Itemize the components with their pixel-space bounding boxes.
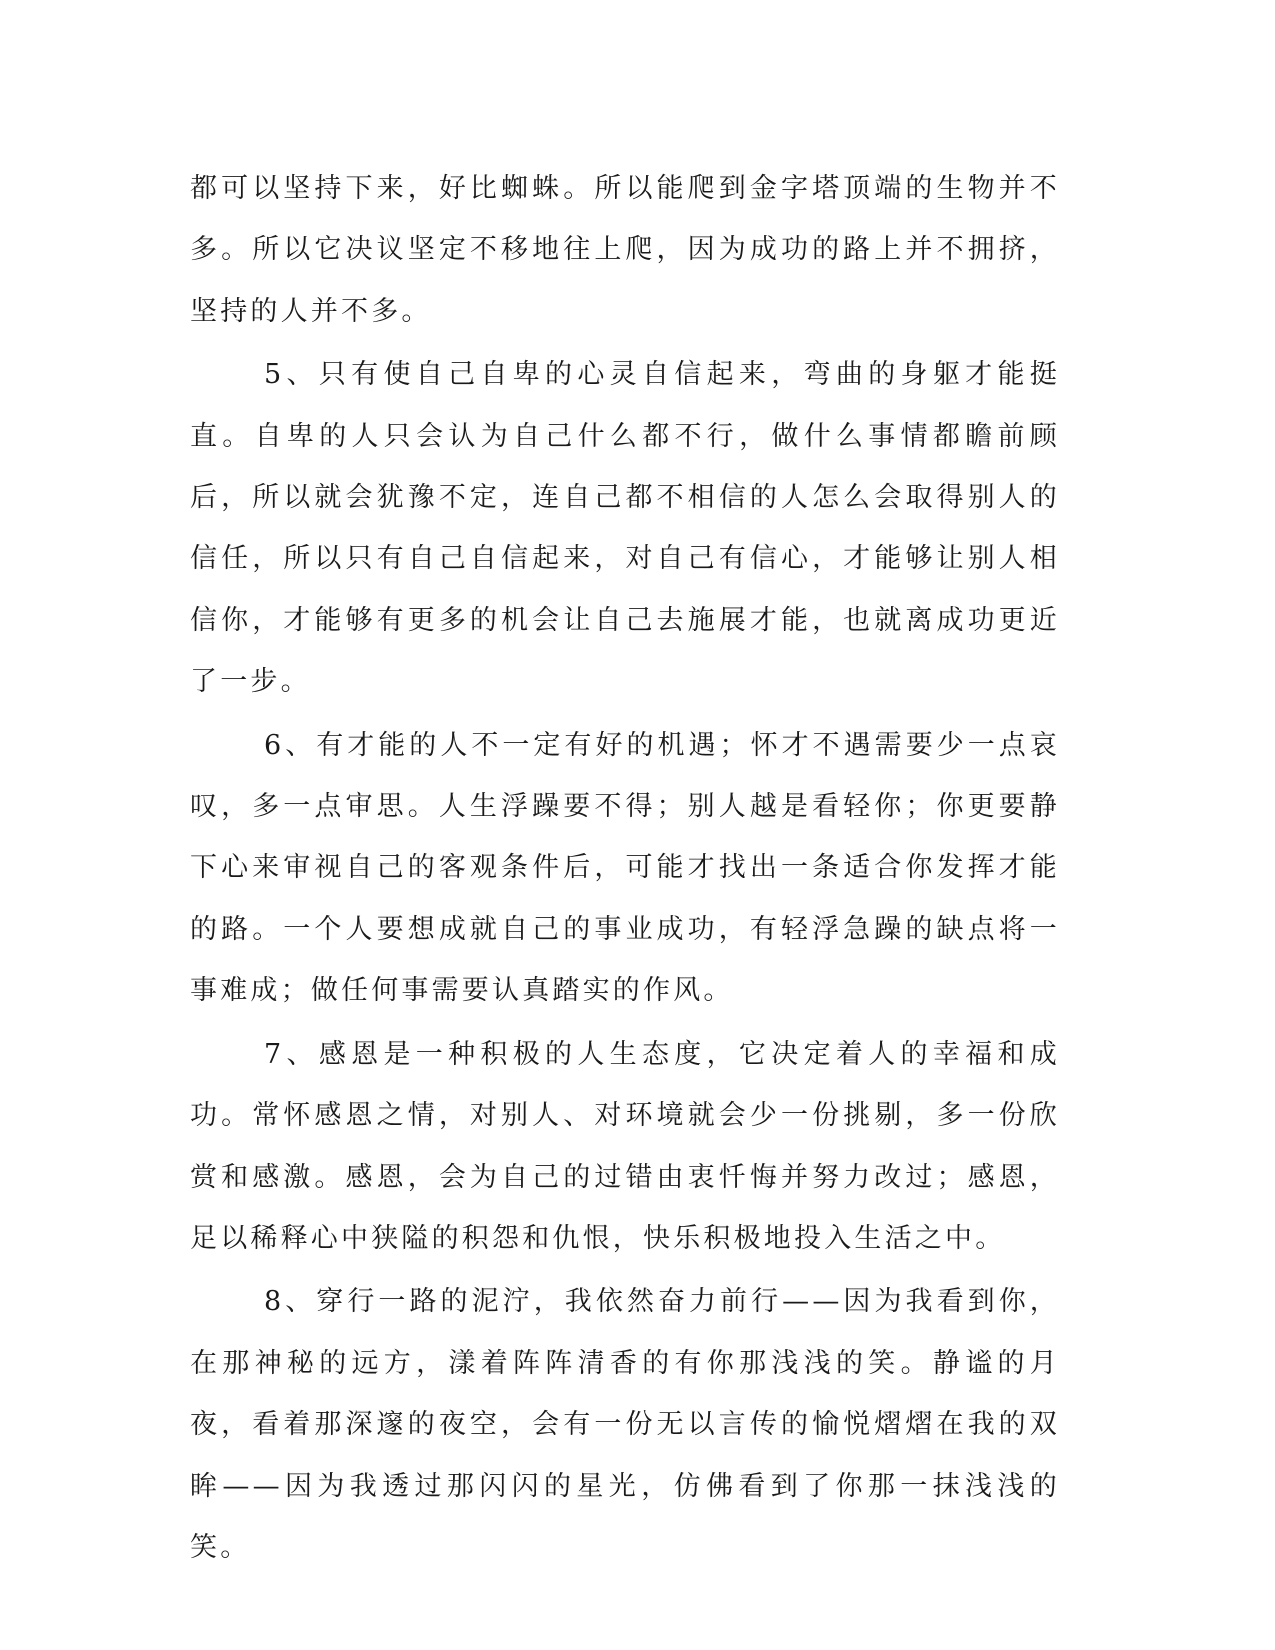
document-body [190,158,1060,1580]
paragraph-continuation: 都可以坚持下来，好比蜘蛛。所以能爬到金字塔顶端的生物并不多。所以它决议坚定不移地往上爬，因为成功的路上并不拥挤，坚持的人并不多。 [190,173,1060,327]
paragraph-8: 8、穿行一路的泥泞，我依然奋力前行——因为我看到你，在那神秘的远方，漾着阵阵清香的有你那浅浅的笑。静谧的月夜，看着那深邃的夜空，会有一份无以言传的愉悦熠熠在我的双眸——因为我透过那闪闪的星光，仿佛看到了你那一抹浅浅的笑。 [190,1286,1060,1563]
paragraph-6: 6、有才能的人不一定有好的机遇；怀才不遇需要少一点哀叹，多一点审思。人生浮躁要不得；别人越是看轻你；你更要静下心来审视自己的客观条件后，可能才找出一条适合你发挥才能的路。一个人要想成就自己的事业成功，有轻浮急躁的缺点将一事难成；做任何事需要认真踏实的作风。 [190,729,1060,1007]
paragraph-7: 7、感恩是一种积极的人生态度，它决定着人的幸福和成功。常怀感恩之情，对别人、对环境就会少一份挑剔，多一份欣赏和感激。感恩，会为自己的过错由衷忏悔并努力改过；感恩，足以稀释心中狭隘的积怨和仇恨，快乐积极地投入生活之中。 [190,1038,1060,1254]
paragraph-5: 5、只有使自己自卑的心灵自信起来，弯曲的身躯才能挺直。自卑的人只会认为自己什么都不行，做什么事情都瞻前顾后，所以就会犹豫不定，连自己都不相信的人怎么会取得别人的信任，所以只有自己自信起来，对自己有信心，才能够让别人相信你，才能够有更多的机会让自己去施展才能，也就离成功更近了一步。 [190,359,1060,698]
